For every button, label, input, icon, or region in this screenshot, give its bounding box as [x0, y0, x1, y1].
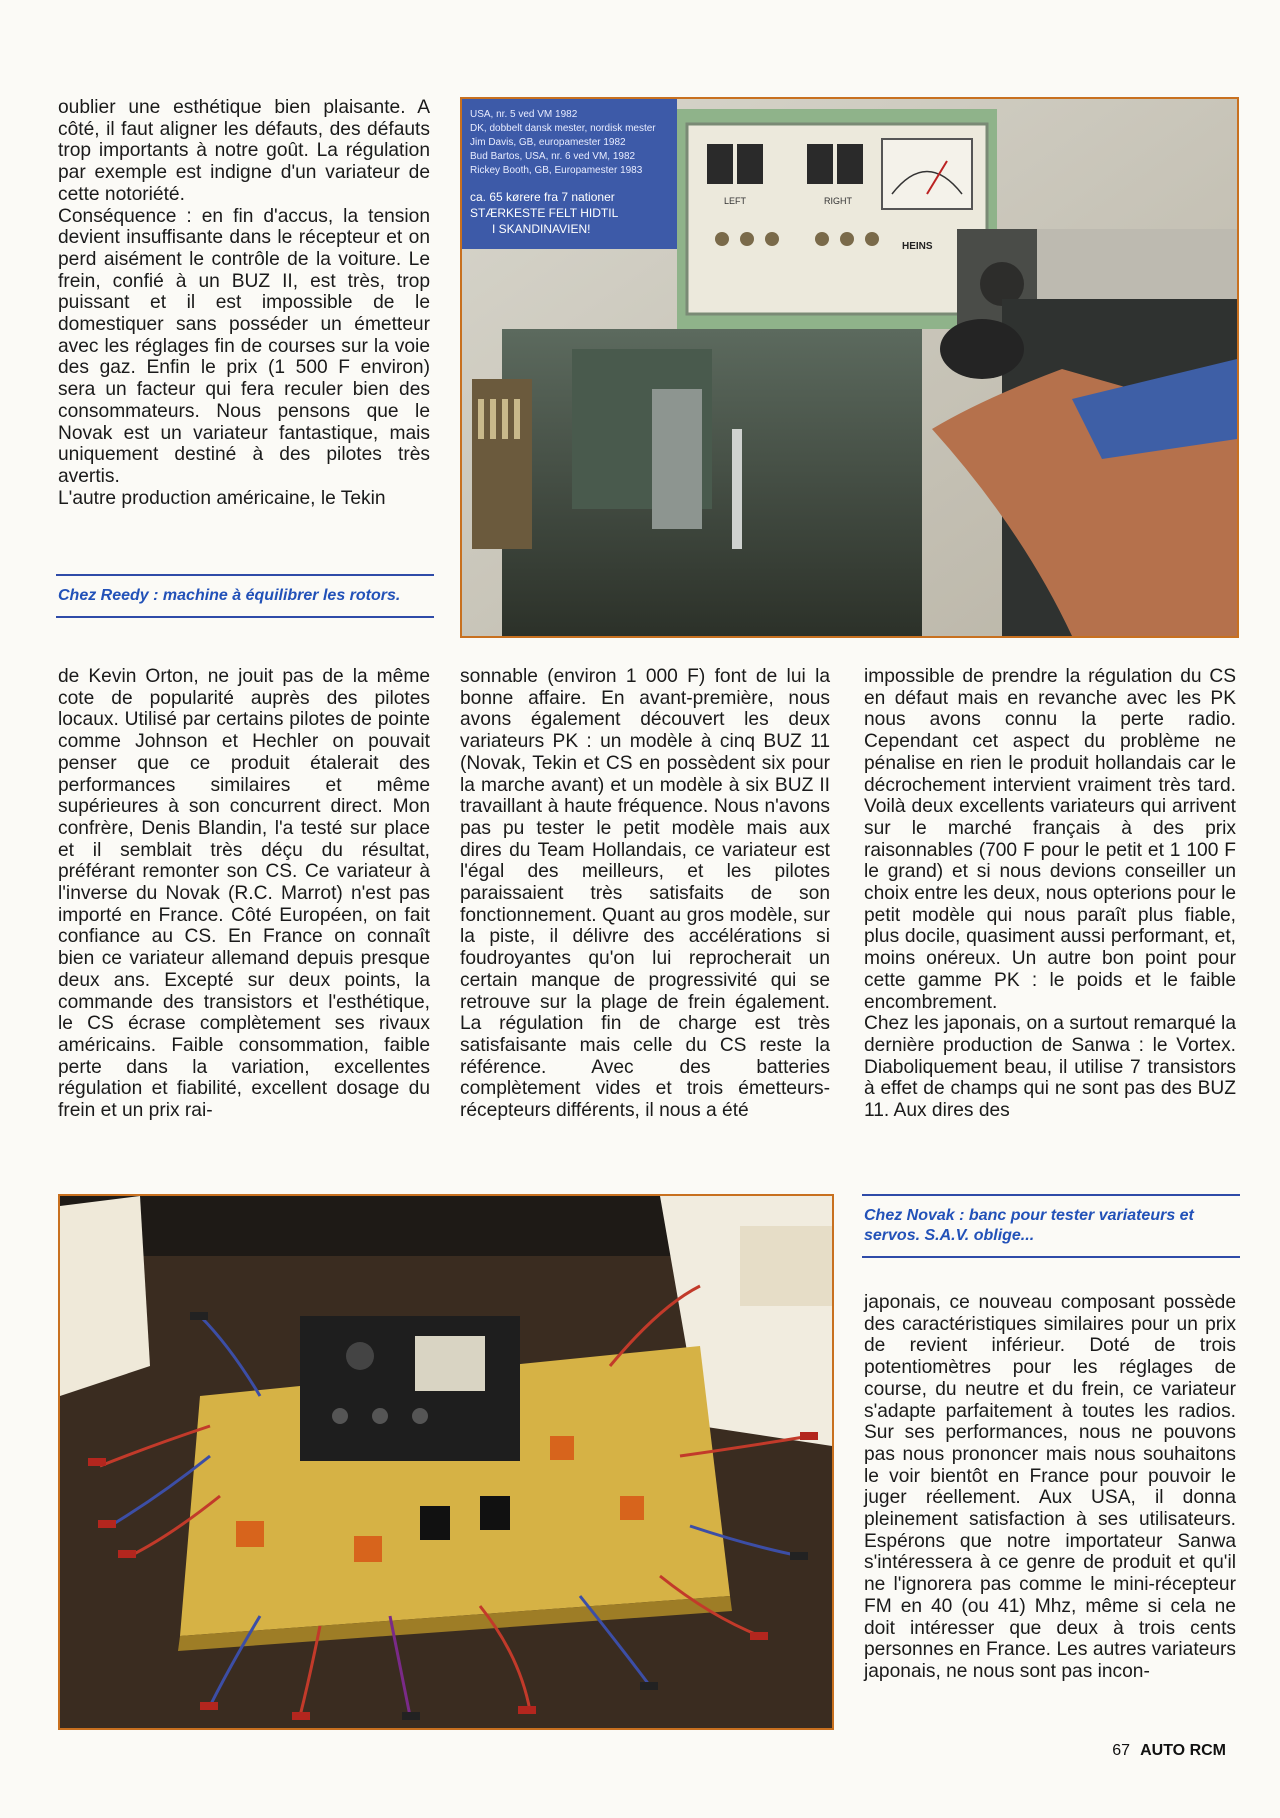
column-1-bottom [58, 666, 430, 1122]
poster-text: Bud Bartos, USA, nr. 6 ved VM, 1982 [470, 151, 636, 162]
brand-label: HEINS [902, 241, 933, 252]
photo-reedy-balancing-machine [460, 97, 1239, 638]
photo-illustration [462, 99, 1237, 636]
paragraph: oublier une esthétique bien plaisante. A côté, il faut aligner les défauts, des défauts trop importants à notre goût. La régulation par exemple est indigne d'un variateur de cette notoriété. [58, 97, 430, 205]
photo-caption-novak: Chez Novak : banc pour tester variateurs et servos. S.A.V. oblige... [862, 1194, 1240, 1258]
poster-text: USA, nr. 5 ved VM 1982 [470, 109, 578, 120]
paragraph: de Kevin Orton, ne jouit pas de la même cote de popularité auprès des pilotes locaux. Utilisé par certains pilotes de pointe comme Johnson et Hechler on pouvait penser que ce produit étalerait des performances similaires et même supérieures à son concurrent direct. Mon confrère, Denis Blandin, l'a testé sur place et il semblait très déçu du résultat, préférant remonter son CS. Ce variateur à l'inverse du Novak (R.C. Marrot) n'est pas importé en France. Côté Européen, on fait confiance au CS. En France on connaît bien ce variateur allemand depuis presque deux ans. Excepté sur deux points, la commande des transistors et l'esthétique, le CS écrase complètement ses rivaux américains. Faible consommation, faible perte dans la variation, excellentes régulation et fiabilité, excellent dosage du frein et un prix rai- [58, 666, 430, 1122]
page-footer [1112, 1742, 1226, 1760]
panel-label-left: LEFT [724, 196, 747, 206]
photo-illustration [60, 1196, 832, 1728]
poster-text: DK, dobbelt dansk mester, nordisk mester [470, 123, 656, 134]
paragraph: sonnable (environ 1 000 F) font de lui la bonne affaire. En avant-première, nous avons également découvert les deux variateurs PK : un modèle à cinq BUZ 11 (Novak, Tekin et CS en possèdent six pour la marche avant) et un modèle à six BUZ II travaillant à haute fréquence. Nous n'avons pas pu tester le petit modèle mais aux dires du Team Hollandais, ce variateur est l'égal des meilleurs, et les pilotes paraissaient très satisfaits de son fonctionnement. Quant au gros modèle, sur la piste, il délivre des accélérations si foudroyantes qu'on lui reprocherait un certain manque de progressivité qui se retrouve sur la plage de frein également. La régulation fin de charge est très satisfaisante mais celle du CS reste la référence. Avec des batteries complètement vides et trois émetteurs-récepteurs différents, il nous a été [460, 666, 830, 1122]
photo-novak-test-bench [58, 1194, 834, 1730]
page-number: 67 [1112, 1742, 1131, 1759]
column-3-top [864, 666, 1236, 1122]
paragraph: L'autre production américaine, le Tekin [58, 487, 386, 509]
poster-text: STÆRKESTE FELT HIDTIL [470, 206, 619, 220]
paragraph: japonais, ce nouveau composant possède des caractéristiques similaires pour un prix de revient inférieur. Doté de trois potentiomètres pour les réglages de course, du neutre et du frein, ce variateur s'adapte parfaitement à toutes les radios. Sur ses performances, nous ne pouvons pas nous prononcer mais nous souhaitons le voir bientôt en France pour pouvoir le juger réellement. Aux USA, il donna pleinement satisfaction à ses utilisateurs. Espérons que notre importateur Sanwa s'intéressera à ce genre de produit et qu'il ne l'ignorera pas comme le mini-récepteur FM en 40 (ou 41) Mhz, même si cela ne doit intéresser que deux à trois cents personnes en France. Les autres variateurs japonais, ne nous sont pas incon- [864, 1292, 1236, 1682]
magazine-name: AUTO RCM [1140, 1742, 1226, 1759]
panel-label-right: RIGHT [824, 196, 852, 206]
paragraph: impossible de prendre la régulation du CS en défaut mais en revanche avec les PK nous avons connu la perte radio. Cependant cet aspect du problème ne pénalise en rien le produit hollandais car le décrochement intervient vraiment très tard. Voilà deux excellents variateurs qui arrivent sur le marché français à des prix raisonnables (700 F pour le petit et 1 100 F le grand) et si nous devions conseiller un choix entre les deux, nous opterions pour le petit modèle qui nous paraît plus fiable, plus docile, quasiment aussi performant, et, moins onéreux. Un autre bon point pour cette gamme PK : le poids et le faible encombrement. [864, 666, 1236, 1013]
poster-text: Rickey Booth, GB, Europamester 1983 [470, 165, 643, 176]
column-2 [460, 666, 830, 1122]
column-3-bottom [864, 1292, 1236, 1683]
poster-text: I SKANDINAVIEN! [492, 222, 591, 236]
photo-caption-reedy: Chez Reedy : machine à équilibrer les rotors. [56, 574, 434, 618]
column-1-top [58, 97, 430, 509]
paragraph: Chez les japonais, on a surtout remarqué la dernière production de Sanwa : le Vortex. Diaboliquement beau, il utilise 7 transistors à effet de champs qui ne sont pas des BUZ 11. Aux dires des [864, 1013, 1236, 1122]
poster-text: ca. 65 kørere fra 7 nationer [470, 190, 615, 204]
paragraph: Conséquence : en fin d'accus, la tension devient insuffisante dans le récepteur et on perd aisément le contrôle de la voiture. Le frein, confié à un BUZ II, est très, trop puissant et il est impossible de le domestiquer sans posséder un émetteur avec les réglages fin de courses sur la voie des gaz. Enfin le prix (1 500 F environ) sera un facteur qui fera reculer bien des consommateurs. Nous pensons que le Novak est un variateur fantastique, mais uniquement destiné à des pilotes très avertis. [58, 205, 430, 487]
poster-text: Jim Davis, GB, europamester 1982 [470, 137, 626, 148]
